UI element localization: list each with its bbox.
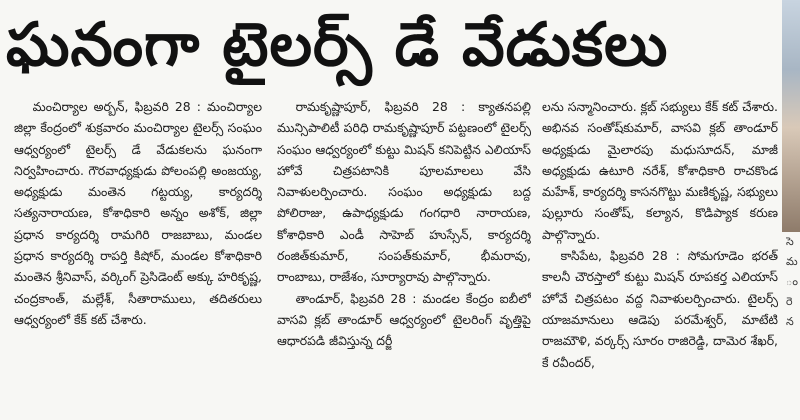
article-column-2 [277, 96, 531, 412]
article-paragraph-tandur-cont: లను సన్మానించారు. క్లబ్ సభ్యులు కేక్ కట్ చేశారు. అభినవ సంతోష్‌కుమార్, వాసవి క్లబ్ తాండూర్ అధ్యక్షుడు మైలారపు మధుసూదన్, మాజీ అధ్యక్షుడు ఉటూరి నరేశ్, కోశాధికారి రాచకొండ మహేశ్, కార్యదర్శి కాసనగొట్టు మణికృష్ణ, సభ్యులు పుల్లూరు సంతోష్, కల్యాన, కొడిప్యాక కరుణ పాల్గొన్నారు. [542, 99, 778, 242]
article-headline: ఘనంగా టైలర్స్ డే వేడుకలు [6, 10, 669, 80]
article-paragraph-mancherial: మంచిర్యాల అర్బన్, ఫిబ్రవరి 28 : మంచిర్యాల జిల్లా కేంద్రంలో శుక్రవారం మంచిర్యాల టైలర్స్ సంఘం ఆధ్వర్యంలో టైలర్స్ డే వేడుకలను ఘనంగా నిర్వహించారు. గౌరవాధ్యక్షుడు పోలంపల్లి అంజయ్య, అధ్యక్షుడు మంతెన గట్టయ్య, కార్యదర్శి సత్యనారాయణ, కోశాధికారి అన్నం అశోక్, జిల్లా ప్రధాన కార్యదర్శి రామగిరి రాజబాబు, మండల ప్రధాన కార్యదర్శి రాపర్తి కిషోర్, మండల కోశాధికారి మంతెన శ్రీనివాస్, వర్కింగ్ ప్రెసిడెంట్ అక్కు హరికృష్ణ, చంద్రకాంత్, మల్లేశ్, సీతారాములు, తదితరులు ఆధ్వర్యంలో కేక్ కట్ చేశారు. [14, 99, 262, 327]
adjacent-article-edge-text: సె మ ం రె న [786, 235, 798, 328]
article-paragraph-ramakrishnapur: రామకృష్ణాపూర్, ఫిబ్రవరి 28 : క్యాతనపల్లి మున్సిపాలిటీ పరిధి రామకృష్ణాపూర్ పట్టణంలో టైలర్స్ సంఘం ఆధ్వర్యంలో కుట్టు మిషన్ కనిపెట్టిన ఎలియాస్ హోవే చిత్రపటానికి పూలమాలలు వేసి నివాళులర్పించారు. సంఘం అధ్యక్షుడు బద్ద పోలిరాజు, ఉపాధ్యక్షుడు గంగధారి నారాయణ, కోశాధికారి ఎండీ సాహెబ్ హుస్సేన్, కార్యదర్శి రంజిత్‌కుమార్, సంపత్‌కుమార్, భీమరావు, రాంబాబు, రాజేశం, సూర్యారావు పాల్గొన్నారు. [277, 99, 531, 285]
article-column-3 [542, 96, 778, 412]
article-photo [782, 0, 800, 232]
article-paragraph-tandur: తాండూర్, ఫిబ్రవరి 28 : మండల కేంద్రం ఐబీలో వాసవి క్లబ్ తాండూర్ ఆధ్వర్యంలో టైలరింగ్ వృత్తిపై ఆధారపడి జీవిస్తున్న దర్జీ [277, 290, 531, 349]
article-paragraph-kasipet: కాసిపేట, ఫిబ్రవరి 28 : సోమగూడెం భరత్ కాలనీ చౌరస్తాలో కుట్టు మిషన్ రూపకర్త ఎలియాస్ హోవే చిత్రపటం వద్ద నివాళులర్పించారు. టైలర్స్ యాజమానులు ఆడెపు పరమేశ్వర్, మాటేటి రాజమౌళి, వర్కర్స్ సూరం రాజిరెడ్డి, దామెర శేఖర్, కే రవీందర్, [542, 248, 778, 370]
article-column-1 [14, 96, 262, 412]
